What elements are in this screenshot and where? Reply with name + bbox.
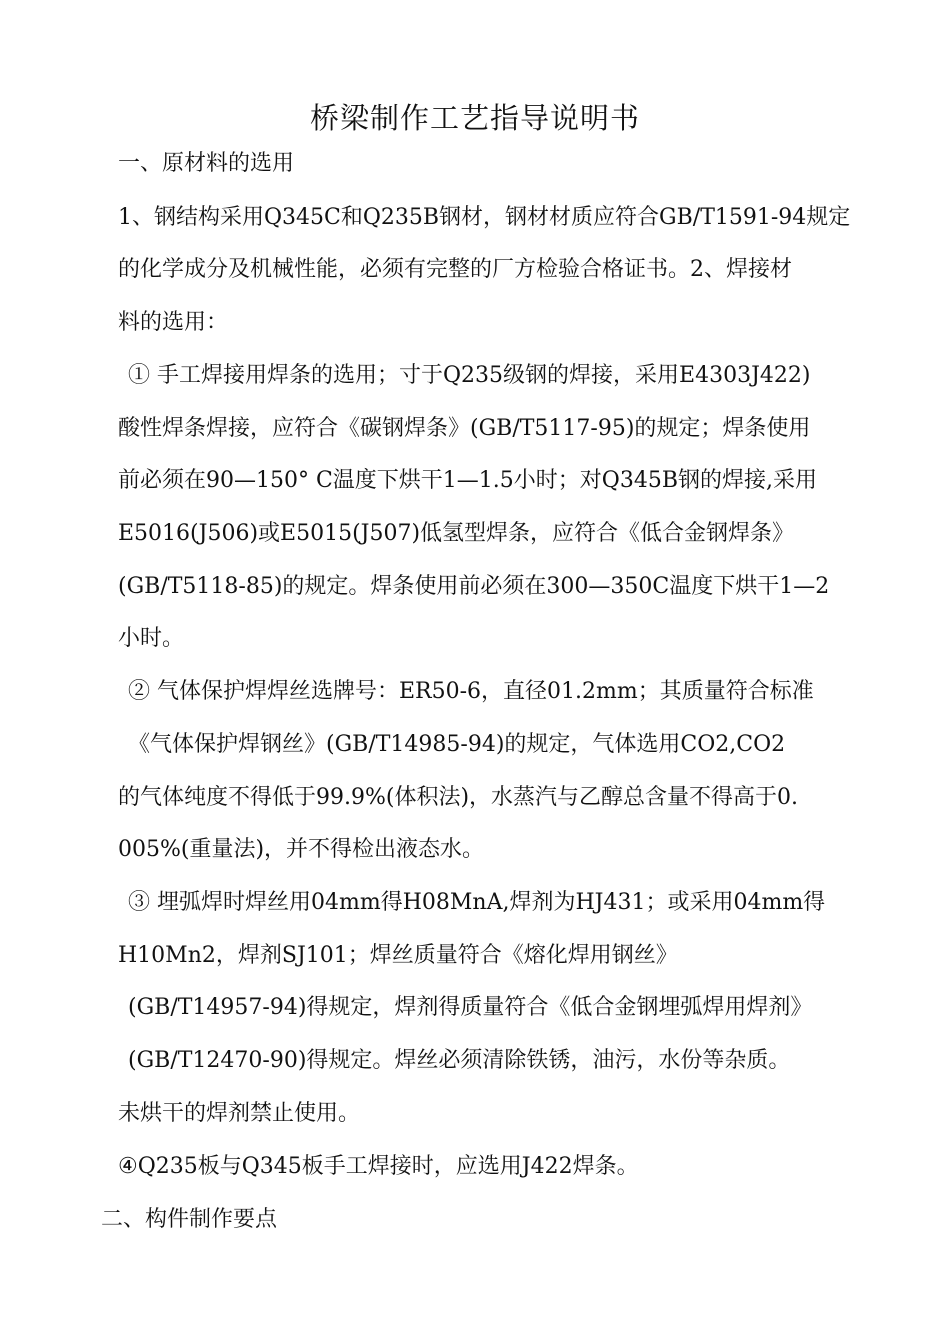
section-heading-raw-materials: 一、原材料的选用 — [118, 151, 295, 176]
paragraph-line: H10Mn2，焊剂SJ101；焊丝质量符合《熔化焊用钢丝》 — [118, 943, 678, 968]
paragraph-line: ③ 埋弧焊时焊丝用04mm得H08MnA,焊剂为HJ431；或采用04mm得 — [128, 890, 826, 915]
paragraph-line: E5016(J506)或E5015(J507)低氢型焊条，应符合《低合金钢焊条》 — [118, 521, 795, 546]
section-heading-fabrication: 二、构件制作要点 — [101, 1207, 278, 1232]
paragraph-line: (GB/T12470-90)得规定。焊丝必须清除铁锈，油污，水份等杂质。 — [128, 1048, 791, 1073]
paragraph-line: 的气体纯度不得低于99.9%(体积法)，水蒸汽与乙醇总含量不得高于0. — [118, 785, 799, 810]
paragraph-line: 1、钢结构采用Q345C和Q235B钢材，钢材材质应符合GB/T1591-94规定 — [118, 205, 851, 230]
paragraph-line: 酸性焊条焊接，应符合《碳钢焊条》(GB/T5117-95)的规定；焊条使用 — [118, 416, 811, 441]
paragraph-line: 前必须在90—150° C温度下烘干1—1.5小时；对Q345B钢的焊接,采用 — [118, 468, 817, 493]
paragraph-line: 小时。 — [118, 626, 185, 651]
document-title: 桥梁制作工艺指导说明书 — [309, 101, 640, 135]
paragraph-line: 未烘干的焊剂禁止使用。 — [118, 1101, 361, 1126]
paragraph-line: (GB/T5118-85)的规定。焊条使用前必须在300—350C温度下烘干1—2 — [118, 574, 830, 599]
paragraph-line: ④Q235板与Q345板手工焊接时，应选用J422焊条。 — [118, 1154, 639, 1179]
paragraph-line: ① 手工焊接用焊条的选用；寸于Q235级钢的焊接，采用E4303J422) — [128, 363, 811, 388]
paragraph-line: ② 气体保护焊焊丝选牌号：ER50-6，直径01.2mm；其质量符合标准 — [128, 679, 814, 704]
paragraph-line: 的化学成分及机械性能，必须有完整的厂方检验合格证书。2、焊接材 — [118, 257, 792, 282]
paragraph-line: 005%(重量法)，并不得检出液态水。 — [118, 837, 485, 862]
paragraph-line: (GB/T14957-94)得规定，焊剂得质量符合《低合金钢埋弧焊用焊剂》 — [128, 995, 813, 1020]
paragraph-line: 《气体保护焊钢丝》(GB/T14985-94)的规定，气体选用CO2,CO2 — [128, 732, 786, 757]
paragraph-line: 料的选用： — [118, 310, 229, 335]
